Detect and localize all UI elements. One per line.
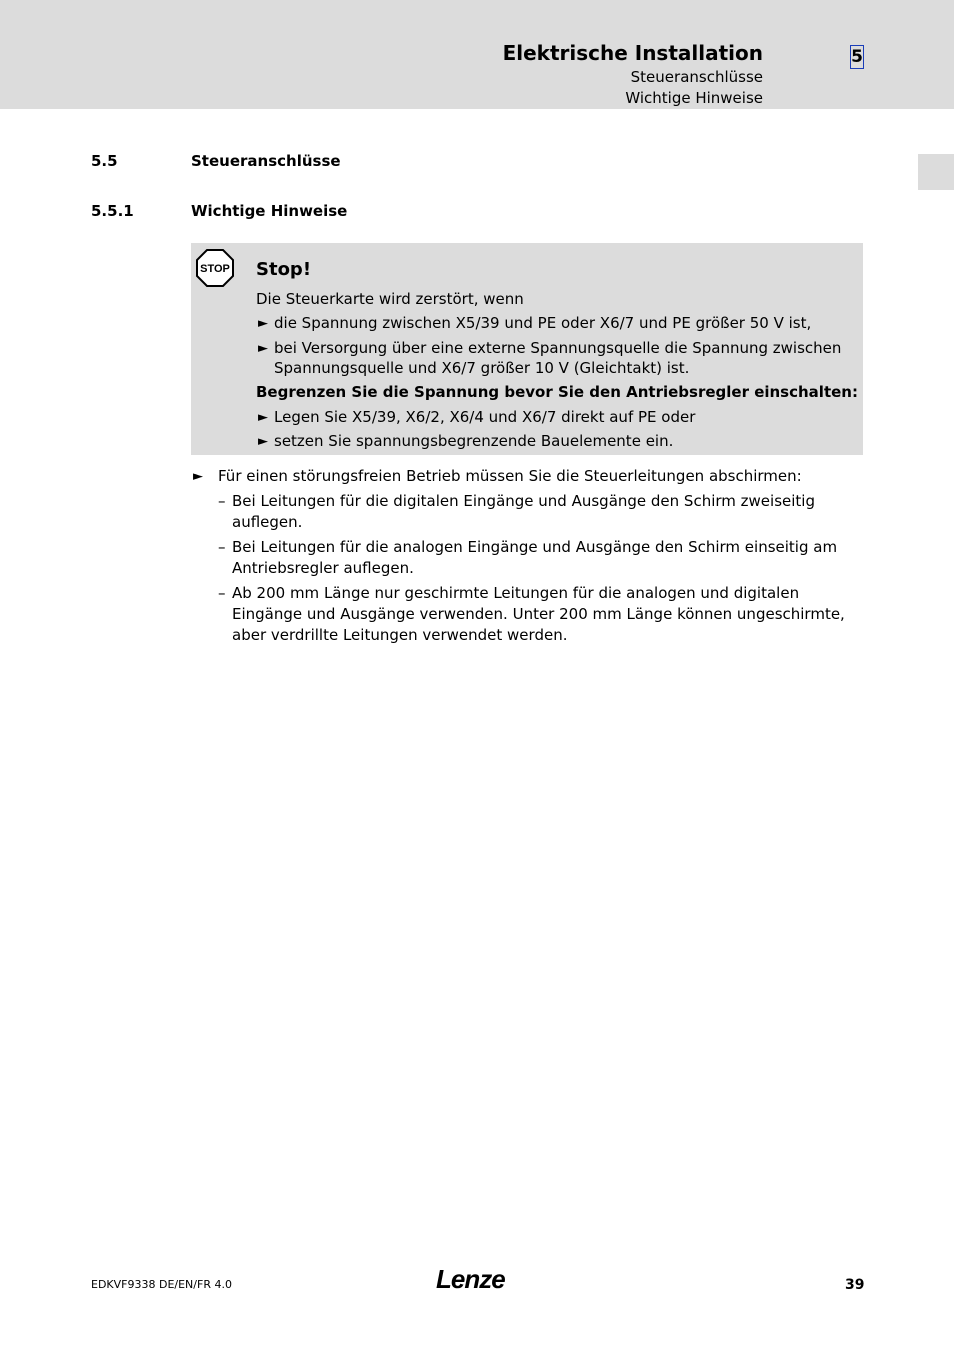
- stop-intro: Die Steuerkarte wird zerstört, wenn: [256, 290, 524, 308]
- stop-bullet-1: die Spannung zwischen X5/39 und PE oder X6/7 und PE größer 50 V ist,: [274, 314, 812, 332]
- chapter-number-badge[interactable]: 5: [851, 47, 863, 67]
- dash-item-3-line-2: Eingänge und Ausgänge verwenden. Unter 200 mm Länge können ungeschirmte,: [232, 605, 845, 623]
- dash-marker: –: [218, 538, 226, 556]
- stop-bullet2-2: setzen Sie spannungsbegrenzende Bauelemente ein.: [274, 432, 674, 450]
- dash-item-2-line-2: Antriebsregler auflegen.: [232, 559, 414, 577]
- stop-heading: Stop!: [256, 259, 312, 280]
- footer-doc-id: EDKVF9338 DE/EN/FR 4.0: [91, 1278, 232, 1291]
- bullet-arrow-icon: ►: [258, 341, 268, 356]
- stop-bullet-2-line-2: Spannungsquelle und X6/7 größer 10 V (Gleichtakt) ist.: [274, 359, 690, 377]
- lenze-logo-text: Lenze: [436, 1264, 505, 1294]
- header-band: [0, 0, 954, 109]
- page-header-title: Elektrische Installation: [502, 41, 763, 65]
- bullet-arrow-icon: ►: [258, 434, 268, 449]
- stop-bullet2-1: Legen Sie X5/39, X6/2, X6/4 und X6/7 direkt auf PE oder: [274, 408, 696, 426]
- page-number: 39: [845, 1277, 865, 1293]
- chapter-side-tab: [918, 154, 954, 190]
- subsection-title: Wichtige Hinweise: [191, 202, 348, 220]
- stop-icon-label: STOP: [200, 263, 230, 275]
- dash-item-1-line-2: auflegen.: [232, 513, 303, 531]
- stop-bullet-2-line-1: bei Versorgung über eine externe Spannungsquelle die Spannung zwischen: [274, 339, 842, 357]
- page-header-subtitle-2: Wichtige Hinweise: [625, 89, 763, 107]
- dash-item-3-line-1: Ab 200 mm Länge nur geschirmte Leitungen für die analogen und digitalen: [232, 584, 800, 602]
- dash-item-1-line-1: Bei Leitungen für die digitalen Eingänge und Ausgänge den Schirm zweiseitig: [232, 492, 815, 510]
- dash-item-3-line-3: aber verdrillte Leitungen verwendet werden.: [232, 626, 568, 644]
- bullet-arrow-icon: ►: [193, 469, 203, 484]
- page-header-subtitle-1: Steueranschlüsse: [630, 68, 763, 86]
- stop-bold-instruction: Begrenzen Sie die Spannung bevor Sie den Antriebsregler einschalten:: [256, 383, 858, 401]
- dash-item-2-line-1: Bei Leitungen für die analogen Eingänge und Ausgänge den Schirm einseitig am: [232, 538, 838, 556]
- main-arrow-text: Für einen störungsfreien Betrieb müssen Sie die Steuerleitungen abschirmen:: [218, 467, 802, 485]
- bullet-arrow-icon: ►: [258, 316, 268, 331]
- section-title: Steueranschlüsse: [191, 152, 341, 170]
- section-number: 5.5: [91, 152, 118, 170]
- lenze-logo: [436, 1264, 516, 1294]
- bullet-arrow-icon: ►: [258, 410, 268, 425]
- dash-marker: –: [218, 584, 226, 602]
- dash-marker: –: [218, 492, 226, 510]
- stop-sign-icon: [196, 249, 234, 287]
- subsection-number: 5.5.1: [91, 202, 134, 220]
